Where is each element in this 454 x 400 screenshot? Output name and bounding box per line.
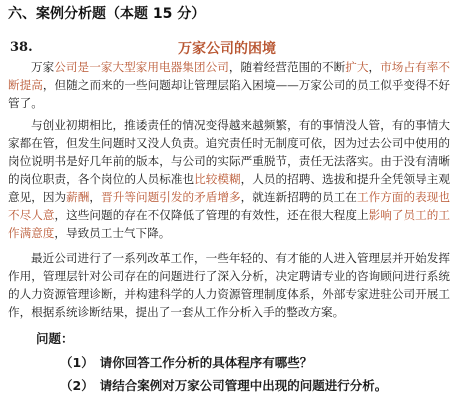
question-2-text: 请结合案例对万家公司管理中出现的问题进行分析。 xyxy=(99,378,388,393)
case-title: 万家公司的困境 xyxy=(178,41,276,57)
question-1-text: 请你回答工作分析的具体程序有哪些？ xyxy=(99,355,313,370)
case-paragraph-1 xyxy=(8,58,450,112)
paragraph-text: ， xyxy=(89,190,102,204)
paragraph-text: ，人员的招聘、选拔和提升全凭领导主观意见，因为 xyxy=(8,172,450,204)
paragraph-text: ，就连新招聘的员工在 xyxy=(240,190,357,204)
highlighted-text: 扩大 xyxy=(345,60,369,74)
section-heading: 六、案例分析题（本题 15 分） xyxy=(8,6,206,22)
paragraph-text: ，这些问题的存在不仅降低了管理的有效性，还在很大程度上 xyxy=(54,208,369,222)
paragraph-text: 最近公司进行了一系列改革工作，一些年轻的、有才能的人进入管理层并开始发挥作用，管理层针对公司存在的问题进行了深入分析，决定聘请专业的咨询顾问进行系统的人力资源管理诊断，并构建科学的人力资源管理制度体系，外部专家进驻公司开展工作，根据系统诊断结果，提出了一套从工作分析入手的整改方案。 xyxy=(8,251,450,319)
paragraph-text: 与创业初期相比，推诿责任的情况变得越来越频繁，有的事情没人管，有的事情大家都在管，但发生问题时又没人负责。追究责任时无制度可依，因为过去公司中使用的岗位说明书是好几年前的版本，与公司的实际严重脱节，责任无法落实。由于没有清晰的岗位职责，各个岗位的人员标准也 xyxy=(8,118,450,186)
question-1 xyxy=(60,353,312,371)
paragraph-text: ，随着经营范围的不断 xyxy=(228,60,346,74)
question-2 xyxy=(60,376,387,394)
paragraph-text: ， xyxy=(368,60,381,74)
paragraph-text: ，导致员工士气下降。 xyxy=(54,226,171,240)
question-1-number: （1） xyxy=(60,355,94,370)
case-number: 38. xyxy=(10,40,33,55)
question-2-number: （2） xyxy=(60,378,94,393)
case-paragraph-3 xyxy=(8,249,450,321)
highlighted-text: 市场占有率不断提高 xyxy=(8,60,450,92)
case-paragraph-2 xyxy=(8,116,450,242)
paragraph-text: 万家 xyxy=(31,60,55,74)
paragraph-text: ，但随之而来的一些问题却让管理层陷入困境——万家公司的员工似乎变得不好管了。 xyxy=(8,78,450,110)
highlighted-text: 比较模糊 xyxy=(194,172,241,186)
questions-label: 问题： xyxy=(36,331,74,346)
highlighted-text: 薪酬 xyxy=(66,190,90,204)
highlighted-text: 公司是一家大型家用电器集团公司 xyxy=(54,60,229,74)
highlighted-text: 工作方面的表现也不尽人意 xyxy=(8,190,450,222)
highlighted-text: 影响了员工的工作满意度 xyxy=(8,208,450,240)
highlighted-text: 晋升等问题引发的矛盾增多 xyxy=(101,190,241,204)
